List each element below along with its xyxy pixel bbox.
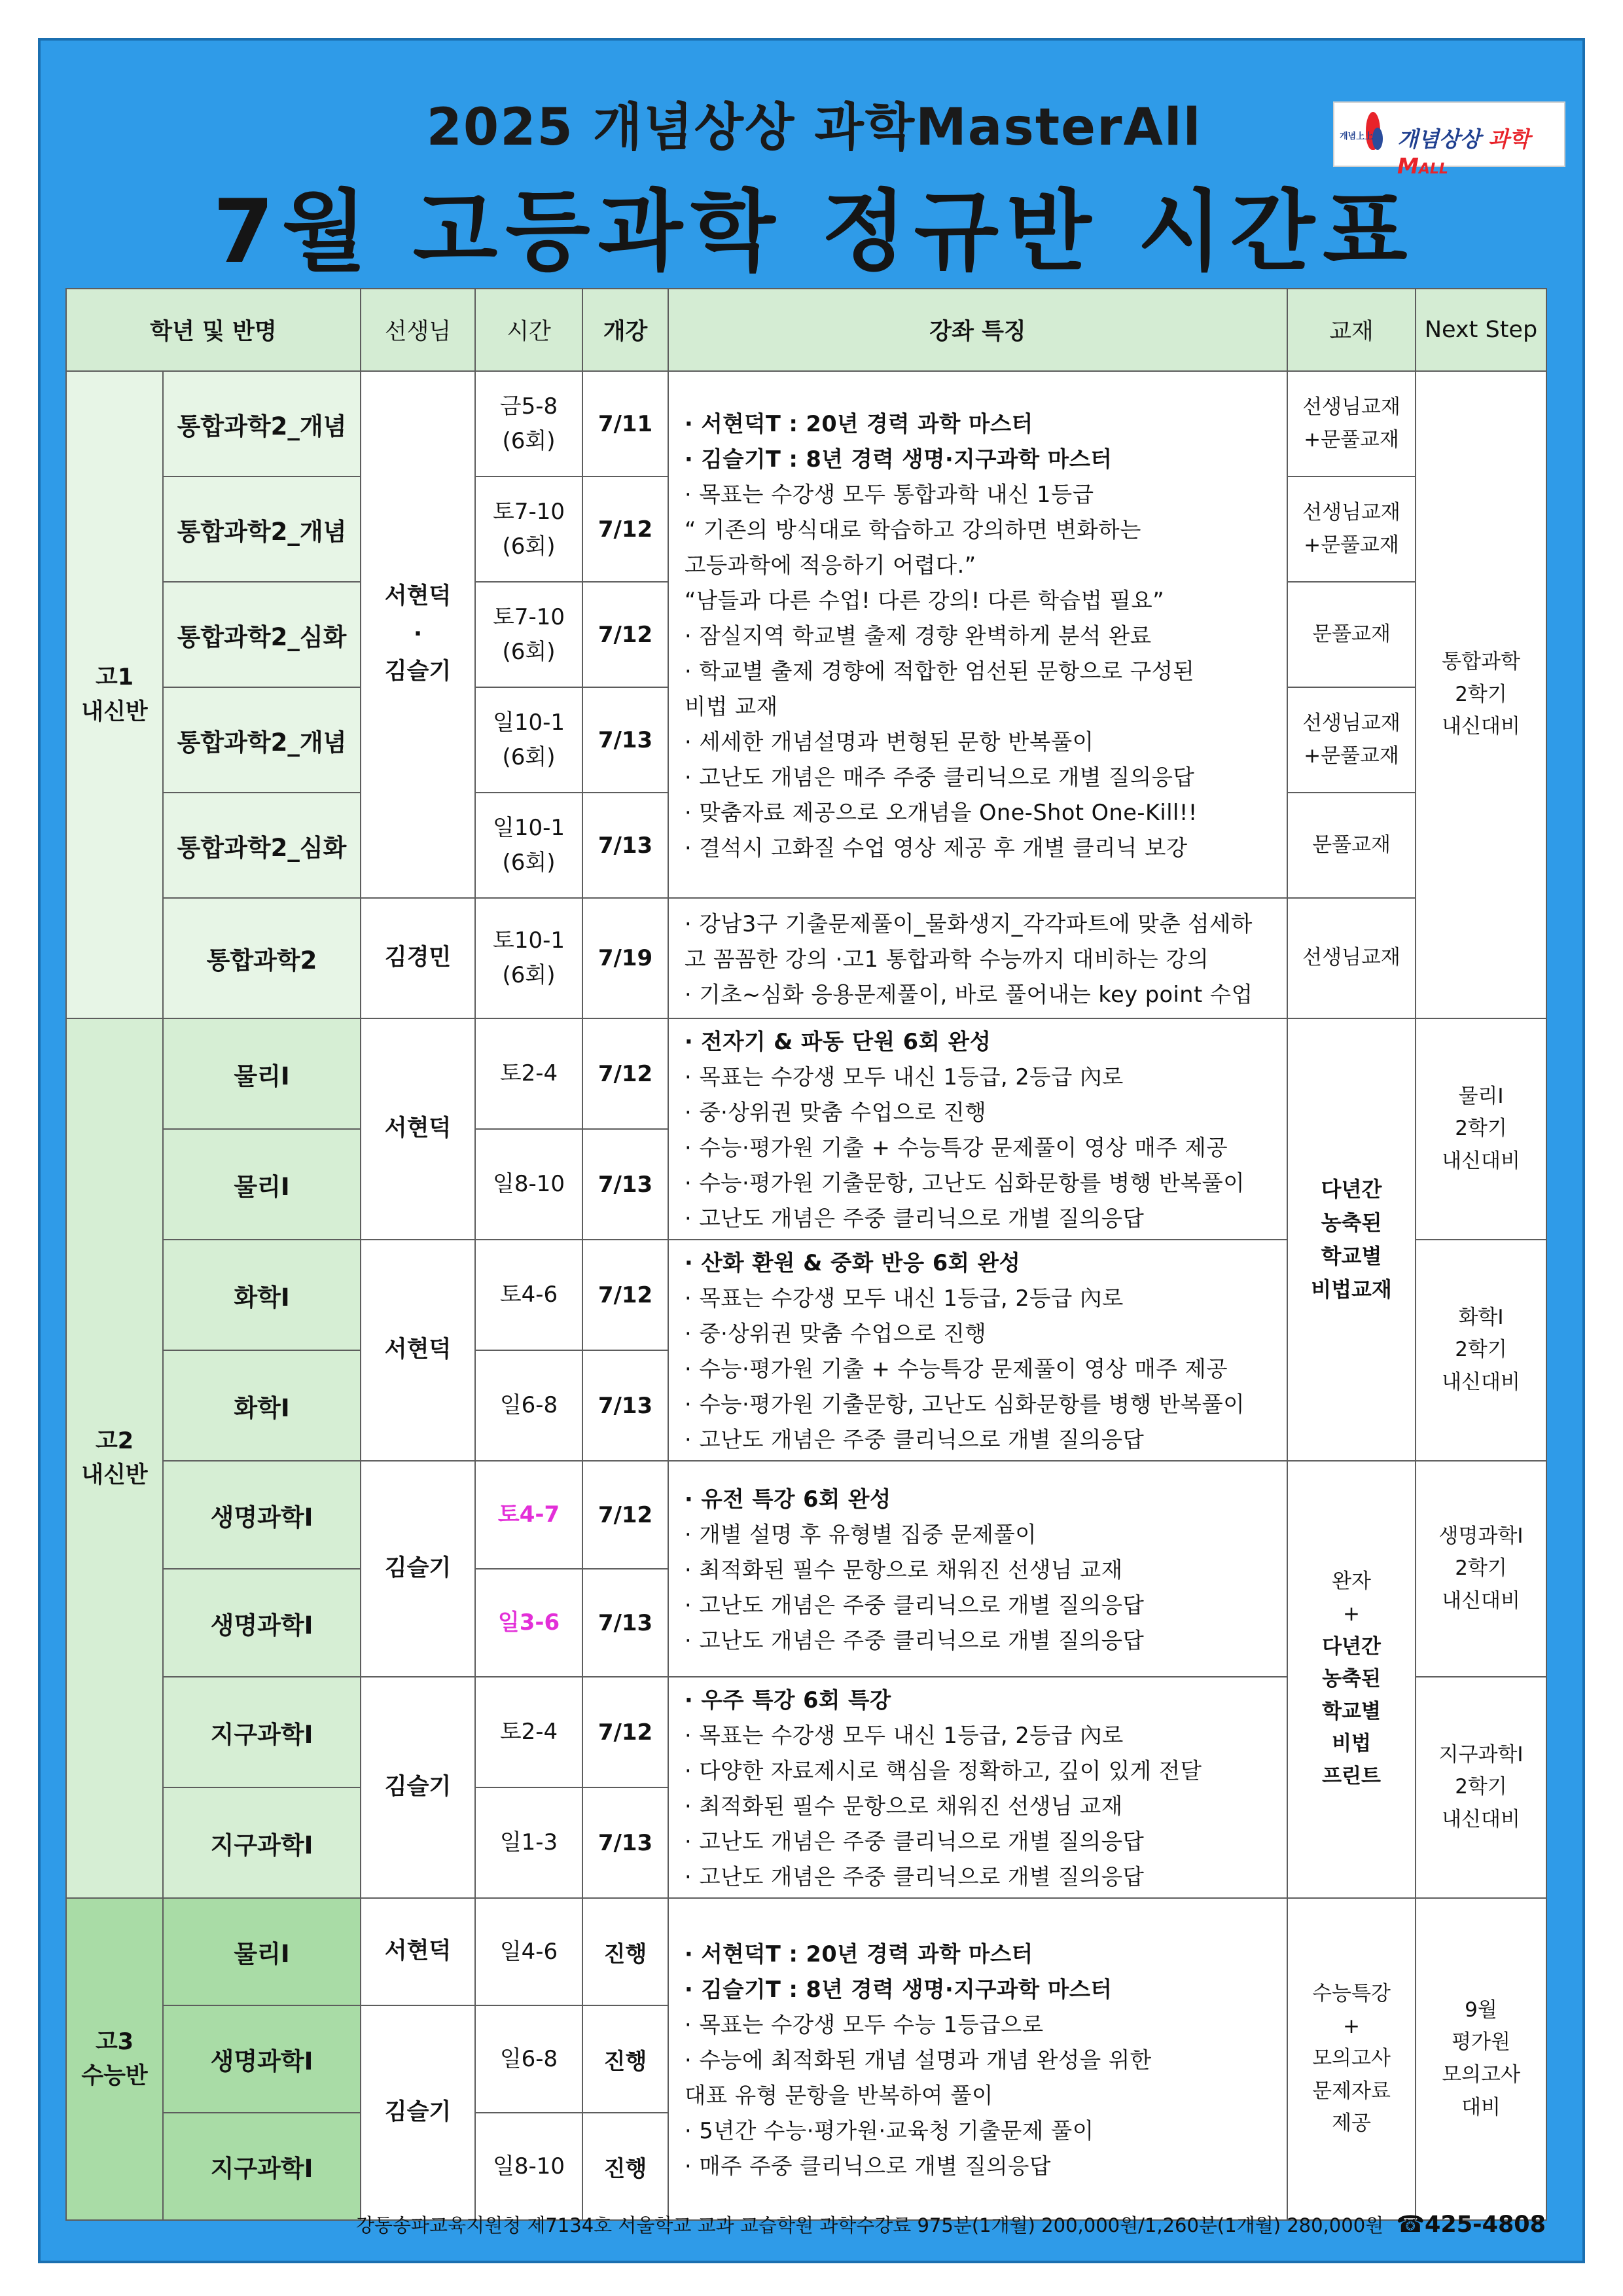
time-cell: 일8-10	[475, 2113, 582, 2220]
phone-value: 425-4808	[1425, 2212, 1546, 2238]
brand-logo	[1333, 101, 1565, 179]
logo-tag: 개념上上	[1340, 132, 1374, 141]
book-cell	[1287, 1018, 1416, 1461]
feature-line: · 최적화된 필수 문항으로 채워진 선생님 교재	[685, 1557, 1123, 1583]
open-cell: 7/12	[582, 582, 668, 687]
grade-label: 고3 수능반	[81, 2028, 148, 2089]
open-cell: 7/19	[582, 898, 668, 1018]
features-cell	[668, 1018, 1287, 1240]
footer	[65, 2211, 1546, 2238]
teacher-cell	[361, 371, 475, 898]
table-row	[66, 371, 1546, 476]
feature-line: · 결석시 고화질 수업 영상 제공 후 개별 클리닉 보강	[685, 834, 1188, 861]
features-cell	[668, 898, 1287, 1018]
feature-line: · 산화 환원 & 중화 반응 6회 완성	[685, 1250, 1021, 1276]
feature-line: 대표 유형 문항을 반복하여 풀이	[685, 2083, 993, 2108]
time-cell: 일3-6	[475, 1569, 582, 1677]
open-cell: 7/12	[582, 1240, 668, 1350]
course-cell: 통합과학2	[163, 898, 361, 1018]
next-step-value: 생명과학Ⅰ 2학기 내신대비	[1438, 1524, 1524, 1613]
book-value: 선생님교재 +문풀교재	[1302, 711, 1400, 768]
feature-line: · 고난도 개념은 주중 클리닉으로 개별 질의응답	[685, 1829, 1145, 1854]
feature-line: 고 꼼꼼한 강의 ·고1 통합과학 수능까지 대비하는 강의	[685, 946, 1209, 972]
feature-line: · 수능·평가원 기출문항, 고난도 심화문항를 병행 반복풀이	[685, 1170, 1245, 1196]
time-cell	[475, 898, 582, 1018]
course-cell: 물리Ⅰ	[163, 1129, 361, 1240]
feature-line: · 수능·평가원 기출문항, 고난도 심화문항를 병행 반복풀이	[685, 1391, 1245, 1417]
book-cell	[1287, 476, 1416, 582]
feature-line: · 목표는 수강생 모두 통합과학 내신 1등급	[685, 481, 1094, 507]
open-cell: 7/12	[582, 1018, 668, 1129]
book-value: 선생님교재	[1302, 946, 1400, 970]
open-cell: 진행	[582, 1898, 668, 2005]
feature-line: · 목표는 수강생 모두 수능 1등급으로	[685, 2012, 1044, 2037]
book-cell	[1287, 1898, 1416, 2220]
features-cell	[668, 1677, 1287, 1898]
feature-line: · 중·상위권 맞춤 수업으로 진행	[685, 1321, 987, 1346]
feature-line: · 고난도 개념은 주중 클리닉으로 개별 질의응답	[685, 1206, 1145, 1231]
feature-line: “ 기존의 방식대로 학습하고 강의하면 변화하는	[685, 516, 1141, 543]
time-cell	[475, 793, 582, 898]
open-cell: 진행	[582, 2113, 668, 2220]
grade-label: 고1 내신반	[81, 664, 148, 725]
time-value: 금5-8 (6회)	[499, 393, 558, 454]
table-row	[66, 1018, 1546, 1129]
time-cell: 토4-6	[475, 1240, 582, 1350]
grade-cell	[66, 371, 163, 1018]
book-cell	[1287, 898, 1416, 1018]
feature-line: · 김슬기T : 8년 경력 생명·지구과학 마스터	[685, 446, 1113, 472]
col-header-time: 시간	[475, 289, 582, 371]
open-cell: 7/12	[582, 1461, 668, 1569]
next-step-value: 통합과학 2학기 내신대비	[1442, 650, 1520, 739]
time-cell: 일1-3	[475, 1787, 582, 1898]
book-value: 문풀교재	[1312, 833, 1391, 857]
table-row	[66, 1461, 1546, 1569]
next-step-cell	[1416, 1677, 1546, 1898]
book-value: 선생님교재 +문풀교재	[1302, 500, 1400, 557]
features-cell	[668, 371, 1287, 898]
time-cell: 일6-8	[475, 2005, 582, 2113]
features-cell	[668, 1898, 1287, 2220]
course-cell: 통합과학2_개념	[163, 371, 361, 476]
header-row	[66, 289, 1546, 371]
logo-brand-b: 과학M	[1397, 126, 1530, 179]
time-cell: 토2-4	[475, 1677, 582, 1787]
open-cell: 7/13	[582, 687, 668, 793]
feature-line: · 잠실지역 학교별 출제 경향 완벽하게 분석 완료	[685, 622, 1152, 649]
page-title: 7월 고등과학 정규반 시간표	[213, 181, 1416, 283]
feature-line: “남들과 다른 수업! 다른 강의! 다른 학습법 필요”	[685, 587, 1165, 613]
book-value: 다년간 농축된 학교별 비법교재	[1311, 1176, 1392, 1302]
book-value-bold: 다년간 농축된 학교별 비법 프린트	[1322, 1634, 1381, 1788]
course-cell: 통합과학2_심화	[163, 582, 361, 687]
teacher-cell: 서현덕	[361, 1018, 475, 1240]
feature-line: · 목표는 수강생 모두 내신 1등급, 2등급 內로	[685, 1285, 1124, 1311]
logo-brand-a: 개념상상	[1397, 126, 1481, 152]
teacher-cell: 서현덕	[361, 1240, 475, 1461]
time-cell	[475, 582, 582, 687]
book-cell	[1287, 793, 1416, 898]
feature-line: · 전자기 & 파동 단원 6회 완성	[685, 1029, 991, 1054]
teacher-name: 서현덕 · 김슬기	[384, 583, 452, 685]
col-header-class: 학년 및 반명	[66, 289, 361, 371]
course-cell: 지구과학Ⅰ	[163, 1677, 361, 1787]
book-value: 문풀교재	[1312, 622, 1391, 646]
teacher-cell: 김경민	[361, 898, 475, 1018]
phone-icon: ☎	[1396, 2212, 1425, 2238]
teacher-cell: 서현덕	[361, 1898, 475, 2005]
phone-number	[1396, 2212, 1546, 2238]
course-cell: 지구과학Ⅰ	[163, 1787, 361, 1898]
feature-line: · 매주 주중 클리닉으로 개별 질의응답	[685, 2153, 1051, 2179]
feature-line: · 목표는 수강생 모두 내신 1등급, 2등급 內로	[685, 1064, 1124, 1090]
open-cell: 7/12	[582, 476, 668, 582]
feature-line: · 다양한 자료제시로 핵심을 정확하고, 깊이 있게 전달	[685, 1758, 1202, 1784]
teacher-cell: 김슬기	[361, 2005, 475, 2220]
table-row	[66, 1898, 1546, 2005]
open-cell: 진행	[582, 2005, 668, 2113]
book-value: 수능특강 + 모의고사 문제자료 제공	[1312, 1982, 1391, 2136]
next-step-value: 지구과학Ⅰ 2학기 내신대비	[1438, 1742, 1524, 1831]
next-step-cell	[1416, 1898, 1546, 2220]
open-cell: 7/13	[582, 793, 668, 898]
course-cell: 화학Ⅰ	[163, 1240, 361, 1350]
feature-line: 비법 교재	[685, 693, 778, 719]
grade-cell	[66, 1898, 163, 2220]
next-step-value: 물리Ⅰ 2학기 내신대비	[1442, 1084, 1520, 1173]
feature-line: · 고난도 개념은 주중 클리닉으로 개별 질의응답	[685, 1427, 1145, 1452]
flame-logo-inner-icon	[1372, 128, 1383, 150]
feature-line: · 고난도 개념은 주중 클리닉으로 개별 질의응답	[685, 1628, 1145, 1653]
open-cell: 7/12	[582, 1677, 668, 1787]
teacher-cell: 김슬기	[361, 1461, 475, 1677]
open-cell: 7/11	[582, 371, 668, 476]
feature-line: · 목표는 수강생 모두 내신 1등급, 2등급 內로	[685, 1723, 1124, 1748]
col-header-book: 교재	[1287, 289, 1416, 371]
next-step-value: 화학Ⅰ 2학기 내신대비	[1442, 1305, 1520, 1394]
next-step-value: 9월 평가원 모의고사 대비	[1442, 1998, 1520, 2119]
teacher-cell: 김슬기	[361, 1677, 475, 1898]
feature-line: · 수능·평가원 기출 + 수능특강 문제풀이 영상 매주 제공	[685, 1356, 1228, 1382]
book-cell	[1287, 1461, 1416, 1898]
feature-line: · 수능에 최적화된 개념 설명과 개념 완성을 위한	[685, 2047, 1152, 2073]
feature-line: 고등과학에 적응하기 어렵다.”	[685, 552, 976, 578]
open-cell: 7/13	[582, 1129, 668, 1240]
next-step-cell	[1416, 1018, 1546, 1240]
next-step-cell	[1416, 1461, 1546, 1677]
feature-line: · 서현덕T : 20년 경력 과학 마스터	[685, 1941, 1033, 1967]
time-value: 토7-10 (6회)	[493, 498, 565, 560]
table-row	[66, 898, 1546, 1018]
next-step-cell	[1416, 371, 1546, 1018]
feature-line: · 최적화된 필수 문항으로 채워진 선생님 교재	[685, 1793, 1123, 1819]
course-cell: 생명과학Ⅰ	[163, 1461, 361, 1569]
grade-label: 고2 내신반	[81, 1427, 148, 1488]
course-cell: 화학Ⅰ	[163, 1350, 361, 1461]
feature-line: · 개별 설명 후 유형별 집중 문제풀이	[685, 1522, 1037, 1547]
book-cell	[1287, 371, 1416, 476]
time-cell	[475, 687, 582, 793]
col-header-open: 개강	[582, 289, 668, 371]
col-header-teacher: 선생님	[361, 289, 475, 371]
next-step-cell	[1416, 1240, 1546, 1461]
feature-line: · 고난도 개념은 매주 주중 클리닉으로 개별 질의응답	[685, 764, 1195, 790]
col-header-features: 강좌 특징	[668, 289, 1287, 371]
feature-line: · 고난도 개념은 주중 클리닉으로 개별 질의응답	[685, 1592, 1145, 1618]
feature-line: · 중·상위권 맞춤 수업으로 진행	[685, 1100, 987, 1125]
feature-line: · 5년간 수능·평가원·교육청 기출문제 풀이	[685, 2118, 1094, 2144]
open-cell: 7/13	[582, 1350, 668, 1461]
time-cell: 토4-7	[475, 1461, 582, 1569]
book-value: 완자 +	[1332, 1570, 1371, 1626]
footer-text: 강동송파교육지원청 제7134호 서울학교 교과 교습학원 과학수강료 975분(1개월) 200,000원/1,260분(1개월) 280,000원	[356, 2214, 1384, 2236]
header-subtitle: 2025 개념상상 과학MasterAll	[426, 98, 1202, 157]
time-value: 일10-1 (6회)	[493, 709, 565, 770]
feature-line: · 수능·평가원 기출 + 수능특강 문제풀이 영상 매주 제공	[685, 1135, 1228, 1160]
course-cell: 생명과학Ⅰ	[163, 1569, 361, 1677]
grade-cell	[66, 1018, 163, 1898]
logo-brand-text	[1397, 122, 1564, 179]
feature-line: · 학교별 출제 경향에 적합한 엄선된 문항으로 구성된	[685, 658, 1195, 684]
feature-line: · 강남3구 기출문제풀이_물화생지_각각파트에 맞춘 섬세하	[685, 911, 1253, 937]
time-cell	[475, 476, 582, 582]
book-value: 선생님교재 +문풀교재	[1302, 395, 1400, 452]
book-cell	[1287, 687, 1416, 793]
course-cell: 생명과학Ⅰ	[163, 2005, 361, 2113]
features-cell	[668, 1461, 1287, 1677]
col-header-next: Next Step	[1416, 289, 1546, 371]
course-cell: 물리Ⅰ	[163, 1898, 361, 2005]
feature-line: · 유전 특강 6회 완성	[685, 1486, 891, 1512]
time-cell: 일6-8	[475, 1350, 582, 1461]
feature-line: · 맞춤자료 제공으로 오개념을 One-Shot One-Kill!!	[685, 799, 1198, 825]
schedule-table	[65, 288, 1547, 2221]
open-cell: 7/13	[582, 1787, 668, 1898]
feature-line: · 고난도 개념은 주중 클리닉으로 개별 질의응답	[685, 1864, 1145, 1890]
course-cell: 지구과학Ⅰ	[163, 2113, 361, 2220]
open-cell: 7/13	[582, 1569, 668, 1677]
time-value: 토10-1 (6회)	[493, 927, 565, 988]
book-cell	[1287, 582, 1416, 687]
course-cell: 물리Ⅰ	[163, 1018, 361, 1129]
time-cell	[475, 371, 582, 476]
features-cell	[668, 1240, 1287, 1461]
course-cell: 통합과학2_심화	[163, 793, 361, 898]
feature-line: · 우주 특강 6회 특강	[685, 1687, 891, 1713]
course-cell: 통합과학2_개념	[163, 476, 361, 582]
logo-brand-c: ALL	[1418, 161, 1448, 177]
time-value: 일10-1 (6회)	[493, 814, 565, 876]
feature-line: · 서현덕T : 20년 경력 과학 마스터	[685, 410, 1033, 437]
feature-line: · 김슬기T : 8년 경력 생명·지구과학 마스터	[685, 1977, 1113, 2002]
time-cell: 토2-4	[475, 1018, 582, 1129]
feature-line: · 세세한 개념설명과 변형된 문항 반복풀이	[685, 728, 1094, 755]
time-value: 토7-10 (6회)	[493, 603, 565, 665]
time-cell: 일8-10	[475, 1129, 582, 1240]
time-cell: 일4-6	[475, 1898, 582, 2005]
course-cell: 통합과학2_개념	[163, 687, 361, 793]
feature-line: · 기초~심화 응용문제풀이, 바로 풀어내는 key point 수업	[685, 982, 1253, 1007]
